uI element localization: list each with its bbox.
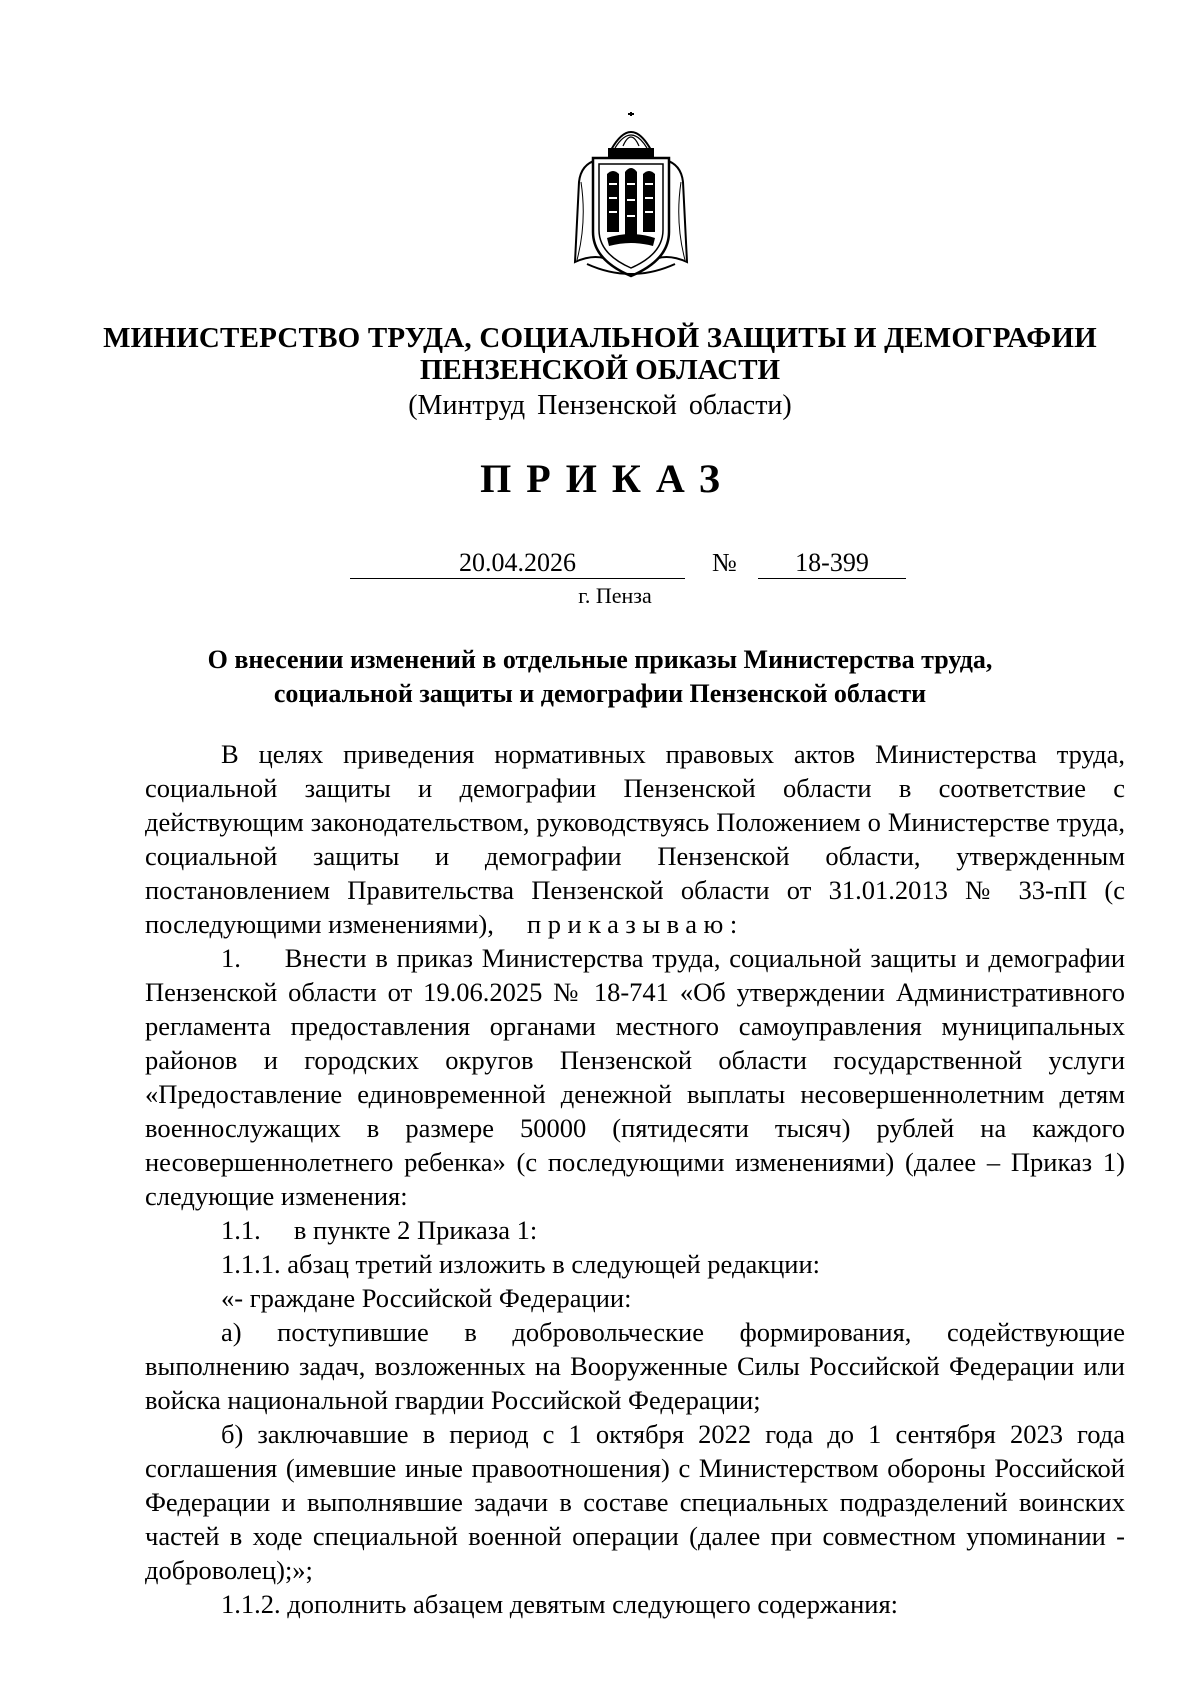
preamble-text: В целях приведения нормативных правовых актов Министерства труда, социальной защиты и демографии Пензенской области в соответствие с действующим законодательством, руководствуясь Положением о Министерстве труда, социальной защиты и демографии Пензенской области, утвержденным постановлением Правительства Пензенской области от 31.01.2013 № 33-пП (с последующими изменениями), — [145, 739, 1125, 939]
number-sign: № — [712, 548, 737, 577]
item-1-1-1-paragraph: 1.1.1. абзац третий изложить в следующей редакции: — [221, 1249, 820, 1279]
item-1-1-2-paragraph: 1.1.2. дополнить абзацем девятым следующего содержания: — [221, 1589, 899, 1619]
subject-line1: О внесении изменений в отдельные приказы Министерства труда, — [207, 645, 993, 674]
document-body — [145, 737, 1125, 1621]
ministry-short-name: (Минтруд Пензенской области) — [408, 390, 792, 421]
item-1-number: 1. — [221, 943, 241, 973]
order-word: приказываю: — [527, 909, 744, 939]
order-number: 18-399 — [758, 548, 906, 579]
order-subject — [140, 643, 1060, 711]
subject-line2: социальной защиты и демографии Пензенской области — [273, 679, 927, 708]
item-b-paragraph: б) заключавшие в период с 1 октября 2022 года до 1 сентября 2023 года соглашения (имевшие иные правоотношения) с Министерством обороны Российской Федерации и выполнявшие задачи в составе специальных подразделений воинских частей в ходе специальной военной операции (далее при совместном упоминании - доброволец);»; — [145, 1419, 1125, 1585]
item-a-paragraph: а) поступившие в добровольческие формирования, содействующие выполнению задач, возложенных на Вооруженные Силы Российской Федерации или войска национальной гвардии Российской Федерации; — [145, 1317, 1125, 1415]
item-1-1-text: в пункте 2 Приказа 1: — [293, 1215, 538, 1245]
item-1-paragraph — [145, 941, 1125, 1213]
item-1-text: Внести в приказ Министерства труда, социальной защиты и демографии Пензенской области от 19.06.2025 № 18-741 «Об утверждении Административного регламента предоставления органами местного самоуправления муниципальных районов и городских округов Пензенской области государственной услуги «Предоставление единовременной денежной выплаты несовершеннолетним детям военнослужащих в размере 50000 (пятидесяти тысяч) рублей на каждого несовершеннолетнего ребенка» (с последующими изменениями) (далее – Приказ 1) следующие изменения: — [145, 943, 1125, 1211]
ministry-name-line1: МИНИСТЕРСТВО ТРУДА, СОЦИАЛЬНОЙ ЗАЩИТЫ И ДЕМОГРАФИИ — [103, 322, 1097, 354]
ministry-name-line2: ПЕНЗЕНСКОЙ ОБЛАСТИ — [419, 354, 781, 386]
quote-start-paragraph: «- граждане Российской Федерации: — [221, 1283, 632, 1313]
item-1-1-number: 1.1. — [221, 1215, 261, 1245]
coat-of-arms-icon — [573, 112, 689, 280]
order-city: г. Пенза — [578, 583, 652, 608]
preamble-paragraph — [145, 737, 1125, 941]
document-title: ПРИКАЗ — [480, 456, 735, 501]
item-1-1-paragraph — [145, 1213, 1125, 1247]
order-date: 20.04.2026 — [350, 548, 685, 579]
